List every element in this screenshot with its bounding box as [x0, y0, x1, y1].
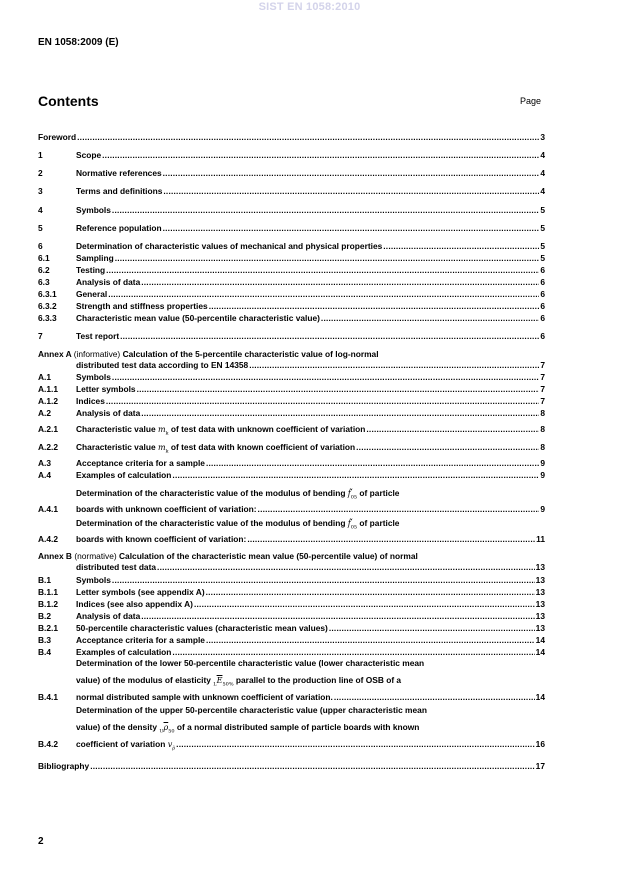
entry-title-second-line — [38, 721, 545, 733]
entry-title: Analysis of data — [76, 277, 141, 287]
section-number: B.1.2 — [38, 599, 59, 609]
annex-heading — [38, 348, 545, 360]
entry-title: Normative references — [76, 168, 162, 178]
annex-title-line: Calculation of the characteristic mean value (50-percentile value) of normal — [119, 551, 418, 561]
leader-dots — [106, 395, 539, 407]
entry-body — [76, 561, 545, 573]
leader-dots — [157, 561, 535, 573]
page-ref: 5 — [540, 241, 545, 251]
toc-entry[interactable] — [38, 469, 545, 481]
page-ref: 13 — [535, 623, 545, 633]
leader-dots — [141, 407, 539, 419]
toc-entry[interactable] — [38, 561, 545, 573]
toc-entry[interactable] — [38, 312, 545, 324]
toc-entry[interactable] — [38, 149, 545, 161]
entry-title: Foreword — [38, 132, 77, 142]
section-number: 6.2 — [38, 265, 50, 275]
section-number: A.4 — [38, 470, 52, 480]
entry-title: distributed test data — [76, 562, 157, 572]
toc-entry[interactable] — [38, 441, 545, 453]
page-ref: 9 — [540, 504, 545, 514]
annex-heading-text — [38, 550, 418, 562]
entry-title-line: Determination of the upper 50-percentile characteristic value (upper characteristic mean — [76, 705, 427, 715]
entry-text — [76, 704, 427, 716]
toc-entry[interactable] — [38, 264, 545, 276]
page-ref: 4 — [540, 168, 545, 178]
leader-dots — [112, 574, 535, 586]
leader-dots — [258, 503, 540, 515]
entry-body — [76, 441, 545, 458]
entry-body — [76, 264, 545, 276]
entry-body — [38, 760, 545, 772]
page-ref: 13 — [535, 575, 545, 585]
entry-title: Symbols — [76, 205, 111, 215]
page-ref: 7 — [540, 360, 545, 370]
leader-dots — [329, 622, 535, 634]
toc-entry[interactable] — [38, 738, 545, 750]
page-ref: 6 — [540, 265, 545, 275]
section-number: A.2 — [38, 408, 52, 418]
leader-dots — [356, 441, 539, 453]
leader-dots — [176, 738, 535, 750]
section-number: A.1.1 — [38, 384, 59, 394]
entry-body — [76, 149, 545, 161]
section-number: 4 — [38, 205, 43, 215]
entry-title-line: Determination of the characteristic value of the modulus of bending $f̃_{05}$ of particle — [76, 488, 400, 501]
section-number: B.4.1 — [38, 692, 59, 702]
leader-dots — [102, 149, 539, 161]
section-number: B.2.1 — [38, 623, 59, 633]
entry-body — [76, 691, 545, 703]
page-ref: 7 — [540, 396, 545, 406]
page-ref: 5 — [540, 253, 545, 263]
math-symbol: $f̃_{05}$ — [347, 519, 358, 531]
section-number: 1 — [38, 150, 43, 160]
page-ref: 11 — [536, 534, 545, 544]
page-ref: 16 — [535, 739, 545, 749]
section-number: 6 — [38, 241, 43, 251]
entry-title: Test report — [76, 331, 120, 341]
entry-title: Analysis of data — [76, 611, 141, 621]
entry-title: Acceptance criteria for a sample — [76, 458, 205, 468]
entry-body — [76, 167, 545, 179]
entry-title: normal distributed sample with unknown coefficient of variation. — [76, 692, 333, 702]
page-ref: 14 — [535, 635, 545, 645]
leader-dots — [383, 240, 539, 252]
leader-dots — [321, 312, 539, 324]
entry-body — [76, 383, 545, 395]
entry-body — [76, 423, 545, 440]
page-ref: 8 — [540, 442, 545, 452]
section-number: A.4.2 — [38, 534, 59, 544]
entry-body — [76, 252, 545, 264]
entry-title-second-line — [38, 674, 545, 686]
section-number: A.3 — [38, 458, 52, 468]
entry-title-line: value) of the modulus of elasticity $_L\overline{E}_{50\%}$ parallel to the production line of OSB of a — [76, 675, 402, 688]
page-ref: 13 — [535, 562, 545, 572]
math-symbol: $m_k$ — [157, 425, 169, 437]
page-ref: 4 — [540, 150, 545, 160]
annex-heading-text — [38, 348, 379, 360]
leader-dots — [247, 533, 535, 545]
watermark: SIST EN 1058:2010 — [258, 1, 361, 13]
entry-title: boards with known coefficient of variation: — [76, 534, 247, 544]
leader-dots — [112, 204, 539, 216]
entry-title: Indices (see also appendix A) — [76, 599, 193, 609]
annex-heading — [38, 550, 545, 562]
entry-title: Reference population — [76, 223, 162, 233]
page-ref: 7 — [540, 372, 545, 382]
leader-dots — [77, 131, 539, 143]
math-symbol: $_L\overline{E}_{50\%}$ — [213, 676, 234, 688]
annex-kind: (normative) — [74, 551, 119, 561]
page-ref: 6 — [540, 301, 545, 311]
toc-entry[interactable] — [38, 533, 545, 545]
toc-entry[interactable] — [38, 586, 545, 598]
entry-title: Strength and stiffness properties — [76, 301, 208, 311]
entry-body — [76, 312, 545, 324]
leader-dots — [106, 264, 539, 276]
math-symbol: $f̃_{05}$ — [347, 489, 358, 501]
leader-dots — [115, 252, 540, 264]
leader-dots — [366, 423, 539, 435]
page-ref: 17 — [535, 761, 545, 771]
entry-body — [76, 634, 545, 646]
annex-title — [38, 550, 418, 562]
entry-title: 50-percentile characteristic values (characteristic mean values) — [76, 623, 328, 633]
page-ref: 13 — [535, 611, 545, 621]
entry-body — [76, 622, 545, 634]
entry-body — [76, 300, 545, 312]
toc-entry[interactable] — [38, 167, 545, 179]
entry-title: General — [76, 289, 108, 299]
entry-title: Letter symbols — [76, 384, 136, 394]
leader-dots — [112, 371, 539, 383]
entry-title-first-line — [38, 487, 545, 499]
entry-body — [76, 574, 545, 586]
section-number: A.1 — [38, 372, 52, 382]
annex-label: Annex B — [38, 551, 75, 561]
page-ref: 6 — [540, 289, 545, 299]
entry-body — [76, 240, 545, 252]
leader-dots — [209, 300, 540, 312]
entry-body — [76, 598, 545, 610]
entry-body — [76, 586, 545, 598]
entry-title: Characteristic value $m_k$ of test data with known coefficient of variation — [76, 442, 356, 455]
entry-title-line: Determination of the characteristic value of the modulus of bending $f̃_{05}$ of particle — [76, 518, 400, 531]
toc-entry[interactable] — [38, 622, 545, 634]
leader-dots — [249, 359, 539, 371]
entry-title: boards with unknown coefficient of variation: — [76, 504, 257, 514]
entry-title: Scope — [76, 150, 102, 160]
page-ref: 14 — [535, 692, 545, 702]
toc-entry[interactable] — [38, 371, 545, 383]
leader-dots — [137, 383, 540, 395]
toc-entry[interactable] — [38, 204, 545, 216]
leader-dots — [194, 598, 535, 610]
entry-title: Terms and definitions — [76, 186, 163, 196]
page-ref: 5 — [540, 223, 545, 233]
toc-entry[interactable] — [38, 131, 545, 143]
section-number: B.3 — [38, 635, 52, 645]
entry-title: Sampling — [76, 253, 114, 263]
toc-entry[interactable] — [38, 240, 545, 252]
annex-label: Annex A — [38, 349, 74, 359]
toc-entry[interactable] — [38, 634, 545, 646]
toc-entry[interactable] — [38, 330, 545, 342]
page-ref: 5 — [540, 205, 545, 215]
leader-dots — [206, 634, 535, 646]
section-number: 6.3.3 — [38, 313, 57, 323]
entry-title: distributed test data according to EN 14358 — [76, 360, 249, 370]
leader-dots — [141, 610, 534, 622]
toc-entry[interactable] — [38, 395, 545, 407]
entry-body — [76, 457, 545, 469]
page-ref: 9 — [540, 470, 545, 480]
entry-body — [76, 222, 545, 234]
entry-title: coefficient of variation $v_{\rhõ}$ — [76, 739, 176, 752]
entry-text — [76, 657, 424, 669]
leader-dots — [120, 330, 539, 342]
page-ref: 13 — [535, 599, 545, 609]
entry-body — [76, 185, 545, 197]
entry-body — [76, 204, 545, 216]
entry-title: Examples of calculation — [76, 470, 172, 480]
toc-entry[interactable] — [38, 457, 545, 469]
leader-dots — [334, 691, 535, 703]
entry-title: Symbols — [76, 575, 111, 585]
entry-body — [76, 503, 545, 515]
annex-title — [38, 348, 379, 360]
section-number: B.1.1 — [38, 587, 59, 597]
entry-title: Acceptance criteria for a sample — [76, 635, 205, 645]
annex-title-line: Calculation of the 5-percentile characteristic value of log-normal — [122, 349, 379, 359]
leader-dots — [163, 222, 540, 234]
leader-dots — [206, 586, 535, 598]
toc-entry[interactable] — [38, 407, 545, 419]
entry-text — [76, 721, 419, 738]
entry-title-first-line — [38, 657, 545, 669]
section-number: A.2.1 — [38, 424, 59, 434]
entry-title: Characteristic mean value (50-percentile characteristic value) — [76, 313, 320, 323]
toc-entry[interactable] — [38, 503, 545, 515]
page-ref: 3 — [540, 132, 545, 142]
entry-title: Symbols — [76, 372, 111, 382]
entry-body — [76, 371, 545, 383]
entry-body — [76, 469, 545, 481]
entry-title-first-line — [38, 704, 545, 716]
section-number: 7 — [38, 331, 43, 341]
toc-entry[interactable] — [38, 423, 545, 435]
section-number: 5 — [38, 223, 43, 233]
section-number: 6.3.2 — [38, 301, 57, 311]
section-number: A.1.2 — [38, 396, 59, 406]
toc-entry[interactable] — [38, 222, 545, 234]
entry-title-line: value) of the density $_U\overline{\rho}_{50}$ of a normal distributed sample of particle boards with known — [76, 722, 420, 735]
toc-entry[interactable] — [38, 300, 545, 312]
page-ref: 7 — [540, 384, 545, 394]
section-number: 6.3 — [38, 277, 50, 287]
toc-entry[interactable] — [38, 760, 545, 772]
section-number: A.4.1 — [38, 504, 59, 514]
leader-dots — [172, 469, 539, 481]
section-number: 3 — [38, 186, 43, 196]
page-ref: 6 — [540, 331, 545, 341]
entry-text — [76, 517, 399, 534]
page-number: 2 — [38, 836, 44, 847]
leader-dots — [163, 167, 540, 179]
entry-title: Testing — [76, 265, 106, 275]
page-ref: 6 — [540, 277, 545, 287]
entry-body — [38, 131, 545, 143]
entry-body — [76, 533, 545, 545]
entry-title: Indices — [76, 396, 105, 406]
entry-title: Letter symbols (see appendix A) — [76, 587, 205, 597]
entry-body — [76, 395, 545, 407]
entry-body — [76, 330, 545, 342]
entry-title: Characteristic value $m_k$ of test data with unknown coefficient of variation — [76, 424, 366, 437]
entry-title: Examples of calculation — [76, 647, 172, 657]
section-number: 6.1 — [38, 253, 50, 263]
toc-entry[interactable] — [38, 288, 545, 300]
entry-body — [76, 276, 545, 288]
page-ref: 9 — [540, 458, 545, 468]
contents-heading: Contents — [38, 93, 99, 109]
page-ref: 8 — [540, 424, 545, 434]
section-number: A.2.2 — [38, 442, 59, 452]
section-number: 6.3.1 — [38, 289, 57, 299]
leader-dots — [141, 276, 539, 288]
math-symbol: $v_{\rhõ}$ — [167, 740, 176, 752]
leader-dots — [206, 457, 539, 469]
section-number: B.2 — [38, 611, 52, 621]
entry-body — [76, 288, 545, 300]
section-number: 2 — [38, 168, 43, 178]
toc-entry[interactable] — [38, 383, 545, 395]
toc-entry[interactable] — [38, 252, 545, 264]
toc-entry[interactable] — [38, 276, 545, 288]
page-ref: 14 — [535, 647, 545, 657]
entry-title: Analysis of data — [76, 408, 141, 418]
leader-dots — [163, 185, 539, 197]
section-number: B.4.2 — [38, 739, 59, 749]
leader-dots — [90, 760, 534, 772]
entry-body — [76, 738, 545, 755]
math-symbol: $_U\overline{\rho}_{50}$ — [159, 723, 175, 735]
page-ref: 13 — [535, 587, 545, 597]
section-number: B.4 — [38, 647, 52, 657]
toc-entry[interactable] — [38, 185, 545, 197]
toc-entry[interactable] — [38, 598, 545, 610]
entry-body — [76, 610, 545, 622]
leader-dots — [108, 288, 539, 300]
toc-entry[interactable] — [38, 359, 545, 371]
entry-title-line: Determination of the lower 50-percentile characteristic value (lower characteristic mean — [76, 658, 425, 668]
document-id: EN 1058:2009 (E) — [38, 37, 119, 48]
page-column-label: Page — [520, 96, 542, 106]
entry-body — [76, 407, 545, 419]
entry-title: Determination of characteristic values of mechanical and physical properties — [76, 241, 383, 251]
math-symbol: $m_k$ — [157, 443, 169, 455]
page-ref: 6 — [540, 313, 545, 323]
page-ref: 8 — [540, 408, 545, 418]
entry-text — [76, 487, 399, 504]
toc-entry[interactable] — [38, 610, 545, 622]
toc-entry[interactable] — [38, 691, 545, 703]
section-number: B.1 — [38, 575, 52, 585]
entry-body — [76, 359, 545, 371]
entry-text — [76, 674, 401, 691]
page-ref: 4 — [540, 186, 545, 196]
entry-title-first-line — [38, 517, 545, 529]
annex-kind: (informative) — [73, 349, 123, 359]
entry-title: Bibliography — [38, 761, 90, 771]
toc-entry[interactable] — [38, 574, 545, 586]
